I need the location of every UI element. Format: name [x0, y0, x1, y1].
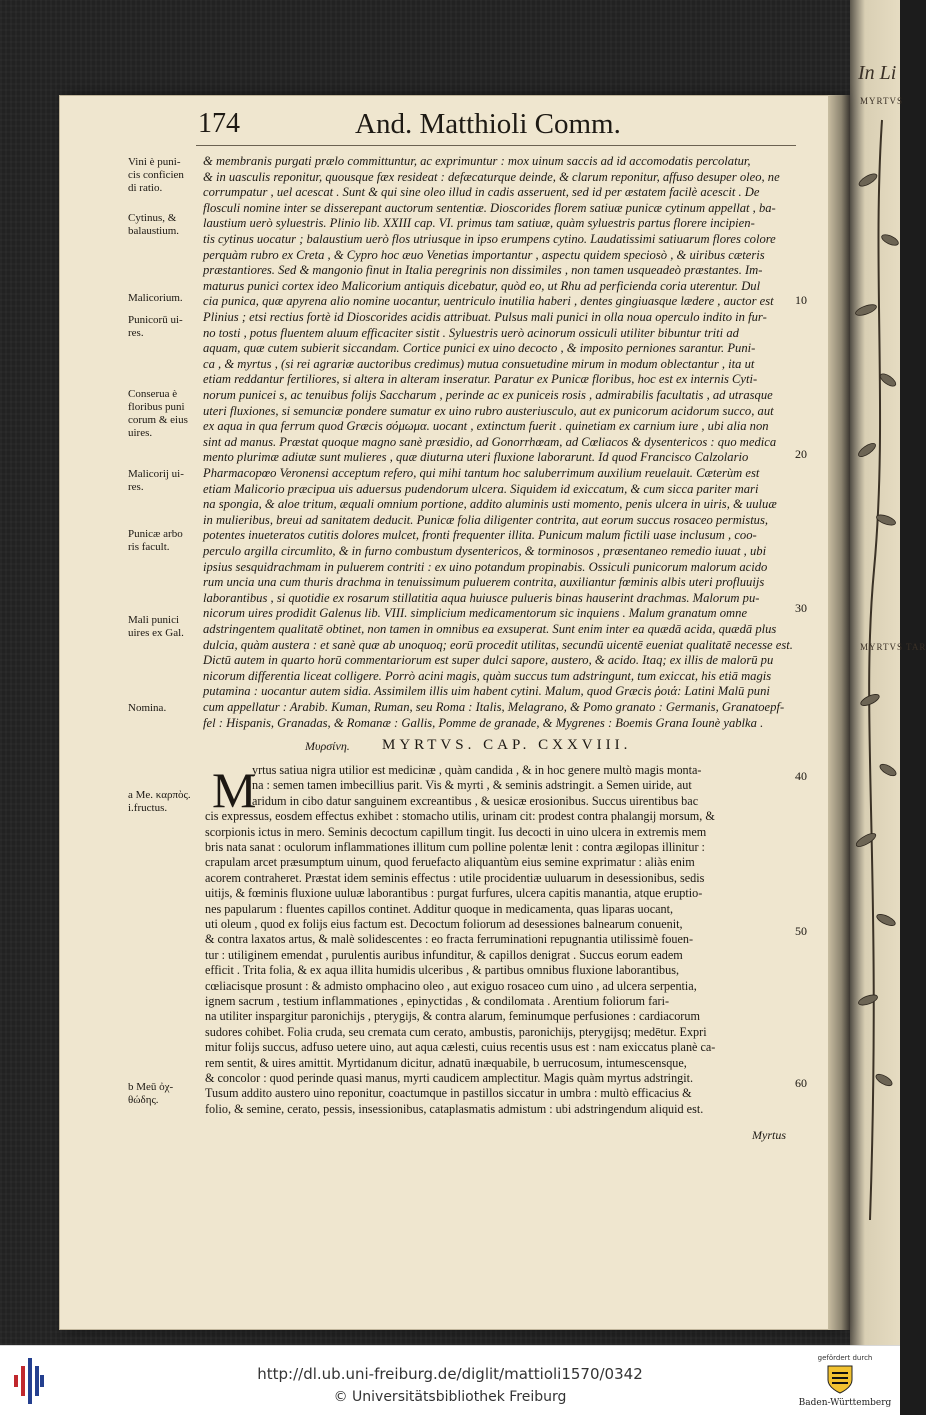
copyright-notice: © Universitätsbibliothek Freiburg	[333, 1389, 567, 1405]
text-line: dulcia, quàm austera : et sanè quæ ab unoquoq; eorū procedit utilitas, secundū uicentē eueniat qualitatē necesse est.	[203, 637, 793, 652]
facing-page-caption: MYRTVS TAR	[860, 642, 926, 652]
text-line: sint ad manus. Præstat quoque magno sanè præsidio, ad Gonorrhœam, ad Cœliacos & dysentericos : quo medica	[203, 434, 777, 449]
text-line: ignem sacrum , testium inflammationes , epinyctidas , & condilomata . Arentium foliorum fari-	[205, 994, 670, 1008]
text-line: mitur folijs succus, adfuso uetere uino, aut aqua cælesti, cuius recentis usus est : nam exiccatus planè ca-	[205, 1040, 716, 1055]
text-line: mento plurimæ adiutæ sunt mulieres , quæ diuturna uteri fluxione laborarunt. Id quod Francisco Calzolario	[203, 450, 749, 465]
text-line: folio, & semine, cerato, pessis, insessionibus, cataplasmatis admistum : ubi adstringendum aliquid est.	[205, 1101, 704, 1116]
text-line: ca , & myrtus , (si rei agrariæ auctoribus credimus) mutua consuetudine mirum in modum oblectantur , ita ut	[203, 356, 755, 371]
text-line: & contra laxatos artus, & malè solidescentes : eo fracta ferruminationi repugnantia utilissimè fouen-	[205, 932, 694, 947]
text-line: no tosti , potus fluentem aluum efficaciter sistit . Syluestris uerò acinorum ossiculi utiliter bibuntur triti ad	[203, 325, 739, 340]
text-line: Dictū autem in quarto horū commentariorum est super dulci sapore, austero, & acido. Itaq; ex illis de malorū pu	[203, 653, 774, 668]
text-line: cum appellatur : Arabib. Kuman, Ruman, seu Roma : Italis, Melagrano, & Pomo granato : Germanis, Granatoepf-	[203, 700, 785, 714]
text-line: Tusum addito austero uino reponitur, coactumque in pastillos siccatur in umbra : multò efficacius &	[205, 1086, 692, 1101]
text-line: etiam Malicorio præcipua uis aduersus pudendorum ulcera. Siquidem id exiccatum, & cum sicca pariter mari	[203, 481, 759, 496]
text-line: na spongia, & aloe tritum, æquali omnium portione, addito aluminis usti momento, penis ulcera in uiris, & uuluæ	[203, 497, 777, 512]
text-line: nicorum differentia liceat colligere. Porrò acini magis, quàm succus tum adstringunt, tum exiccat, his etiā magis	[203, 668, 772, 683]
text-line: sudores cohibet. Folia cruda, seu cremata cum cerato, ambustis, paronichijs, pterygijsq; medētur. Expri	[205, 1024, 707, 1039]
margin-note: Conserua è floribus puni corum & eius uires.	[128, 388, 188, 439]
text-line: aridum in cibo datur sanguinem excreantibus , & uesicæ erosionibus. Succus uirentibus bac	[252, 793, 699, 808]
line-number: 50	[795, 924, 807, 938]
viewer-footer	[0, 1345, 900, 1415]
text-line: scorpionis ictus in mero. Seminis decoctum capillum tingit. Ius decocti in uino ulcera in extremis mem	[205, 824, 707, 839]
text-line: laustium uerò syluestris. Plinio lib. XXIII cap. VI. primus tam satiuæ, quàm syluestris partus florere incipien-	[203, 216, 755, 231]
sponsor-label: gefördert durch	[817, 1354, 873, 1362]
margin-note: Vini è puni- cis conficien di ratio.	[128, 156, 184, 194]
margin-note: Malicorium.	[128, 292, 183, 304]
text-line: potentes inueteratos cutitis dolores mulcet, fronti frequenter illita. Punicum malum fictili uase inclusum , coo-	[203, 528, 757, 543]
margin-note: Cytinus, & balaustium.	[128, 212, 180, 237]
line-number: 60	[795, 1076, 807, 1090]
line-number: 40	[795, 769, 807, 783]
text-line: uitijs, & fœminis fluxione uuluæ laborantibus : purgat furfures, ulcera capitis manantia, atque eruptio-	[205, 886, 703, 901]
text-line: nes papularum : fluentes capillos continet. Additur quoque in medicamenta, quas liparas uocant,	[205, 901, 674, 916]
text-line: norum punicei s, ac tenuibus folijs Saccharum , perinde ac ex puniceis rosis , admirabilis facultatis , ad utrasque	[203, 388, 773, 402]
text-line: cis expressus, eosdem effectus exhibet : stomacho utilis, urinam cit: prodest contra phalangij morsum, &	[205, 809, 715, 824]
chapter-heading: MYRTVS. CAP. CXXVIII.	[382, 737, 632, 753]
text-line: corrumpatur , uel acescat . Sunt & qui sine oleo illud in cadis asseruent, sed id per æstatem facilè acescit . De	[203, 185, 760, 200]
text-line: aquam, quæ cutem subierit siccandam. Cortice punici ex uino decocto , & imposito perniones sarantur. Puni-	[203, 341, 756, 356]
text-line: & in uasculis reponitur, quousque fæx resideat : defæcaturque deinde, & clarum reponitur, affuso desuper oleo, ne	[203, 169, 780, 184]
myrtle-woodcut-illustration	[852, 120, 898, 1220]
header-rule	[196, 145, 796, 146]
margin-note: Malicorij ui- res.	[128, 468, 184, 493]
permalink-url[interactable]: http://dl.ub.uni-freiburg.de/diglit/mattioli1570/0342	[257, 1365, 643, 1383]
text-line: perquàm rubro ex Creta , & Cypro hoc æuo Venetias importantur , aspectu quidem speciosò , & uiribus cæteris	[203, 247, 765, 262]
text-line: flosculi nomine inter se disserepant auctorum sententiæ. Dioscorides florem satiuæ punicæ cytinum appellat , ba-	[203, 200, 776, 215]
margin-note: a Me. καρπὸς. i.fructus.	[128, 789, 191, 814]
baden-wuerttemberg-crest-icon	[820, 1364, 860, 1394]
margin-note: Mali punici uires ex Gal.	[128, 614, 184, 639]
line-number: 10	[795, 293, 807, 307]
text-line: uteri fluxiones, si semunciæ pondere sumatur ex uino rubro austeriusculo, aut ex punicorum acidorum succo, aut	[203, 403, 774, 418]
facing-page-subtitle: MYRTVS	[860, 96, 903, 106]
margin-note: Punicæ arbo ris facult.	[128, 528, 183, 553]
text-line: fel : Hispanis, Granadas, & Romanæ : Gallis, Pomme de granade, & Mygrenes : Boemis Grana Iounè yablka .	[203, 715, 764, 730]
text-line: crapulam arcet præsumptum uinum, quod feruefacto aliquantùm eius semine exprimatur : aliàs enim	[205, 855, 695, 870]
text-line: na utiliter inspargitur paronichijs , pterygijs, & contra alarum, feminumque perfusiones : cardiacorum	[205, 1009, 700, 1024]
text-line: in mulieribus, breui ad sanitatem deducit. Punicæ folia diligenter contrita, aut eorum succus rosaceo permistus,	[203, 512, 769, 527]
text-line: nicorum uires prodidit Galenus lib. VIII. simplicium medicamentorum sic inquiens . Malum granatum omne	[203, 606, 748, 621]
text-line: efficit . Trita folia, & ex aqua illita humidis ulceribus , & partibus omnibus fluxione laborantibus,	[205, 963, 680, 978]
line-number: 20	[795, 447, 807, 461]
text-line: cœliacisque prosunt : & admisto omphacino oleo , aut exiguo rosaceo cum uino , ad ulcera serpentia,	[205, 978, 697, 993]
text-line: tis cytinus uocatur ; balaustium uerò flos utriusque in ipso erumpens cytino. Laudatissimi satiuarum flores colore	[203, 232, 776, 246]
text-line: adstringentem qualitatē obtinet, non tamen in omnibus ea exsuperat. Sunt enim inter ea quædā acida, quædā plus	[203, 622, 777, 636]
text-line: etiam reddantur fertiliores, si altera in alteram inseratur. Paratur ex Punicæ floribus, hoc est ex internis Cyti-	[203, 372, 758, 387]
running-head: And. Matthioli Comm.	[355, 108, 621, 140]
text-line: uti oleum , quod ex folijs eius factum est. Decoctum foliorum ad desessiones balnearum conuenit,	[205, 917, 683, 931]
text-line: Pharmacopœo Veronensi acceptum refero, qui mihi tantum hoc saluberrimum auxilium reuelauit. Cæterùm est	[203, 466, 760, 480]
text-line: laborantibus , si quotidie ex rosarum stillatitia aqua huiusce pulueris binas hauserint drachmas. Malorum pu-	[203, 590, 760, 605]
line-number: 30	[795, 601, 807, 615]
text-line: tur : utiliginem emendat , purulentis auribus infunditur, & capillos denigrat . Succus eorum eadem	[205, 947, 683, 962]
text-line: ex aqua in qua ferrum quod Græcis σόμωμα. uocant , extinctum fuerit . quinetiam ex carnium iure , ubi alia non	[203, 419, 769, 434]
text-line: maturus punici cortex ideo Malicorium antiquis dicebatur, quòd eo, ut Rhu ad perficienda coria uterentur. Dul	[203, 278, 761, 293]
text-line: bris nata sanat : oculorum inflammationes illitum cum polline polentæ lenit : contra ægilopas illinitur :	[205, 840, 705, 854]
text-line: rem sentit, & uires amittit. Myrtidanum dicitur, adnatū inæquabile, b uerrucosum, intumescensque,	[205, 1055, 687, 1070]
sponsor-name: Baden-Württemberg	[798, 1398, 892, 1408]
text-line: cia punica, quæ apyrena alio nomine uocantur, uentriculo inutilia haberi , dentes gingiuasque lædere , auctor est	[203, 294, 774, 309]
text-line: acorem contraheret. Præstat idem seminis effectus : utile procidentiæ uuluarum in desessionibus, sedis	[205, 870, 705, 885]
text-line: yrtus satiua nigra utilior est medicinæ , quàm candida , & in hoc genere multò magis monta-	[252, 763, 702, 777]
text-line: perculo argilla circumlito, & in furno combustum dysentericos, & torminosos , præsentaneo remedio iuuat , ubi	[203, 544, 767, 558]
drop-cap-initial: M	[212, 762, 257, 818]
text-line: Plinius ; etsi rectius fortè id Dioscorides acidis attribuat. Pulsus mali punici in olla noua operculo indito in fur-	[203, 310, 767, 324]
text-line: putamina : uocantur autem sidia. Assimilem illis uim habent cytini. Malum, quod Græcis ῥοιά: Latini Malū puni	[203, 684, 770, 699]
text-line: & membranis purgati prælo committuntur, ac exprimuntur : mox uinum saccis ad id accomodatis percolatur,	[203, 154, 751, 168]
text-line: na : semen tamen imbecillius parit. Vis & myrti , & seminis adstringit. a Semen uiride, aut	[252, 778, 692, 793]
margin-note: Nomina.	[128, 702, 167, 714]
margin-note: Punicorū ui- res.	[128, 314, 183, 339]
facing-page-heading: In Li	[858, 62, 897, 84]
catchword: Myrtus	[752, 1128, 786, 1142]
page-fore-edge	[828, 95, 850, 1330]
chapter-greek-title: Μυρσίνη.	[305, 739, 350, 753]
margin-note: b Meū ὀχ- θώδης.	[128, 1081, 174, 1106]
page-number: 174	[198, 108, 240, 139]
text-line: & concolor : quod perinde quasi manus, myrti caudicem amplectitur. Magis quàm myrtus adstringit.	[205, 1071, 694, 1085]
text-line: rum uncia una cum thuris drachma in tenuissimum puluerem contrita, auxiliantur fœminis albis uteri profluuijs	[203, 575, 765, 590]
text-line: præstantiores. Sed & mangonio finut in Italia peregrinis non dissimiles , non tamen usqueadeò præstantes. Im-	[203, 263, 763, 278]
text-line: ipsius sesquidrachmam in puluerem contriti : ex uino potandum propinabis. Ossiculi punicorum malorum acido	[203, 559, 768, 574]
